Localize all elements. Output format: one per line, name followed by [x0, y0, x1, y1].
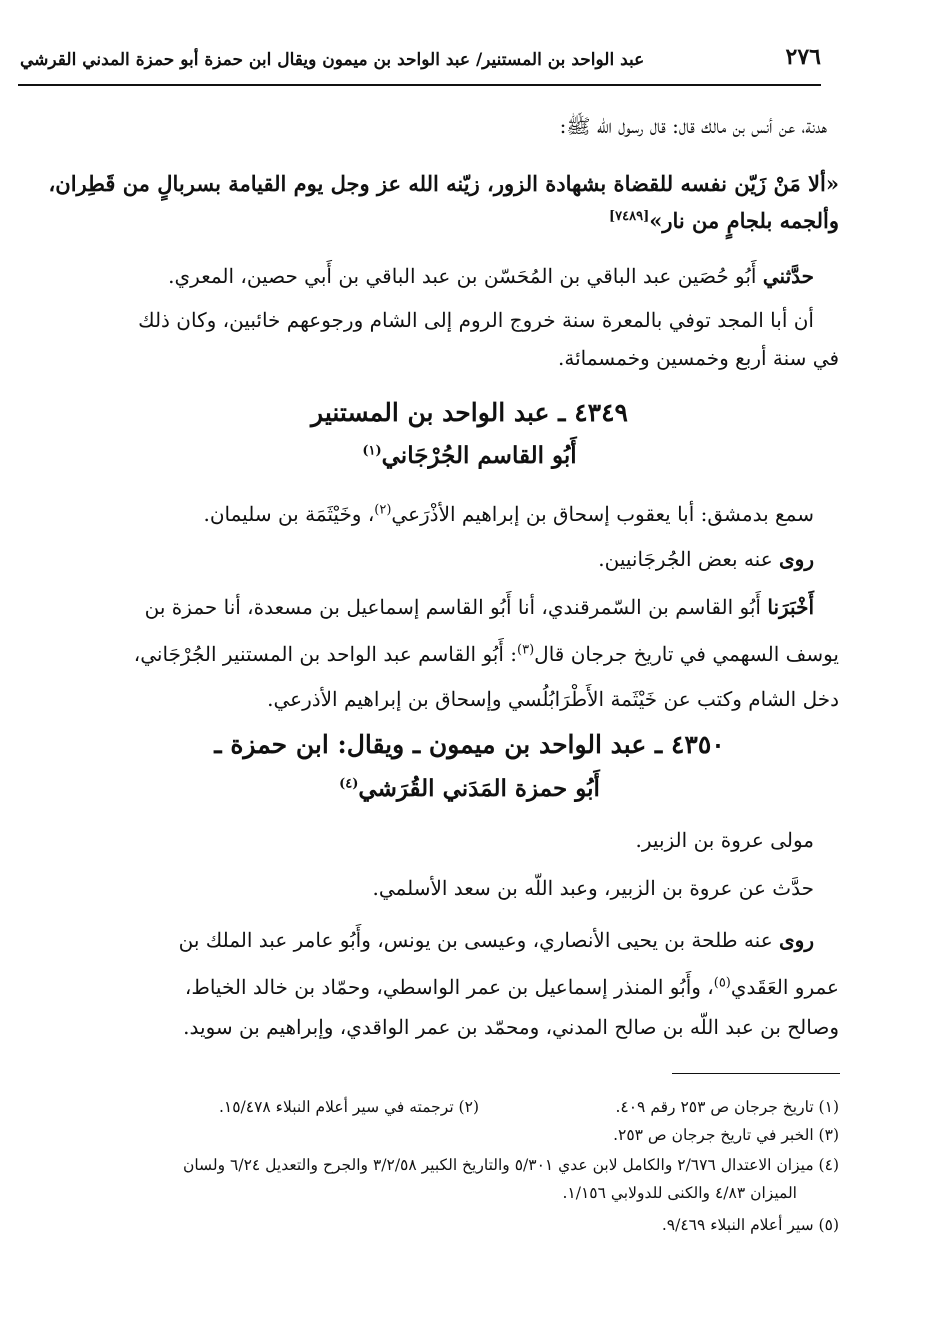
text-run: ، وخَيْثَمَة بن سليمان. [203, 502, 375, 526]
text-run: عمرو العَقَدي [730, 975, 839, 999]
text-run: : أَبُو القاسم عبد الواحد بن المستنير الجُرْجَاني، [133, 642, 518, 666]
text-run: يوسف السهمي في تاريخ جرجان قال [534, 642, 839, 666]
narration-text: أَبُو القاسم بن السّمرقندي، أنا أَبُو القاسم إسماعيل بن مسعدة، أنا حمزة بن [144, 595, 761, 619]
page-number: ٢٧٦ [785, 44, 821, 70]
paragraph-line [134, 640, 839, 668]
running-title: عبد الواحد بن المستنير/ عبد الواحد بن ميمون ويقال ابن حمزة أبو حمزة المدني القرشي [20, 50, 645, 70]
paragraph-line: حدَّث عن عروة بن الزبير، وعبد اللّه بن سعد الأسلمي. [372, 876, 814, 900]
narration-text: أَبُو حُصَين عبد الباقي بن المُحَسّن بن عبد الباقي بن أَبي حصين، المعري. [168, 264, 757, 288]
footnote-marker: (٣) [517, 642, 535, 658]
hadith-line [609, 207, 839, 235]
paragraph-line [598, 545, 814, 573]
header-rule [18, 84, 821, 86]
entry-subheading [0, 442, 939, 469]
footnote: (٤) ميزان الاعتدال ٢/٦٧٦ والكامل لابن عدي ٥/٣٠١ والتاريخ الكبير ٣/٢/٥٨ والجرح والتعديل ٦/٢٤ ولسان [182, 1156, 839, 1174]
text-run: ، وأَبُو المنذر إسماعيل بن عمر الواسطي، وحمّاد بن خالد الخياط، [184, 975, 714, 999]
narration-lead: حدَّثني [762, 264, 814, 288]
narration-text: عنه بعض الجُرجَانيين. [598, 547, 773, 571]
entry-kunya: أَبُو حمزة المَدَني القُرَشي [358, 775, 600, 802]
footnote: الميزان ٤/٨٣ والكنى للدولابي ١/١٥٦. [562, 1184, 797, 1202]
paragraph-line: مولى عروة بن الزبير. [635, 828, 814, 852]
footnote-marker: (٥) [713, 975, 731, 991]
footnote: (٣) الخبر في تاريخ جرجان ص ٢٥٣. [613, 1126, 839, 1144]
footnote-rule [672, 1073, 840, 1074]
footnote: (٢) ترجمته في سير أعلام النبلاء ١٥/٤٧٨. [218, 1098, 479, 1116]
footnote-marker: (٤) [339, 776, 359, 792]
paragraph-line [179, 926, 814, 954]
narration-lead: روى [779, 547, 814, 571]
hadith-text: وألجمه بلجامٍ من نار» [649, 208, 839, 233]
entry-heading: ٤٣٥٠ ـ عبد الواحد بن ميمون ـ ويقال: ابن حمزة ـ [214, 730, 725, 759]
text-run: سمع بدمشق: أبا يعقوب إسحاق بن إبراهيم الأذْرَعي [391, 502, 814, 526]
paragraph-line: هدنة، عن أنس بن مالك قال: قال رسول الله ﷺ: [559, 114, 827, 138]
narration-lead: روى [779, 928, 814, 952]
footnote: (٥) سير أعلام النبلاء ٩/٤٦٩. [661, 1216, 839, 1234]
paragraph-line: في سنة أربع وخمسين وخمسمائة. [557, 346, 839, 370]
paragraph-line [145, 593, 814, 621]
hadith-reference: [٧٤٨٩] [608, 209, 650, 224]
footnote: (١) تاريخ جرجان ص ٢٥٣ رقم ٤٠٩. [615, 1098, 839, 1116]
footnote-marker: (٢) [374, 502, 392, 518]
hadith-line: «ألا مَنْ زَيّن نفسه للقضاة بشهادة الزور، زيّنه الله عز وجل يوم القيامة بسربالٍ من قَطِران، [48, 171, 839, 196]
paragraph-line [185, 973, 839, 1001]
paragraph-line: وصالح بن عبد اللّه بن صالح المدني، ومحمّد بن عمر الواقدي، وإبراهيم بن سويد. [183, 1015, 839, 1039]
entry-subheading [0, 775, 939, 802]
narration-text: عنه طلحة بن يحيى الأنصاري، وعيسى بن يونس، وأَبُو عامر عبد الملك بن [178, 928, 773, 952]
paragraph-line [203, 500, 814, 528]
entry-kunya: أَبُو القاسم الجُرْجَاني [381, 442, 577, 469]
paragraph-line [168, 262, 814, 290]
footnote-marker: (١) [362, 443, 382, 459]
paragraph-line: دخل الشام وكتب عن خَيْثَمة الأَطْرَابُلُسي وإسحاق بن إبراهيم الأذرعي. [267, 687, 839, 711]
entry-heading: ٤٣٤٩ ـ عبد الواحد بن المستنير [311, 398, 628, 427]
paragraph-line: أن أبا المجد توفي بالمعرة سنة خروج الروم إلى الشام ورجوعهم خائبين، وكان ذلك [138, 308, 814, 332]
narration-lead: أَخْبَرَنا [767, 595, 814, 619]
